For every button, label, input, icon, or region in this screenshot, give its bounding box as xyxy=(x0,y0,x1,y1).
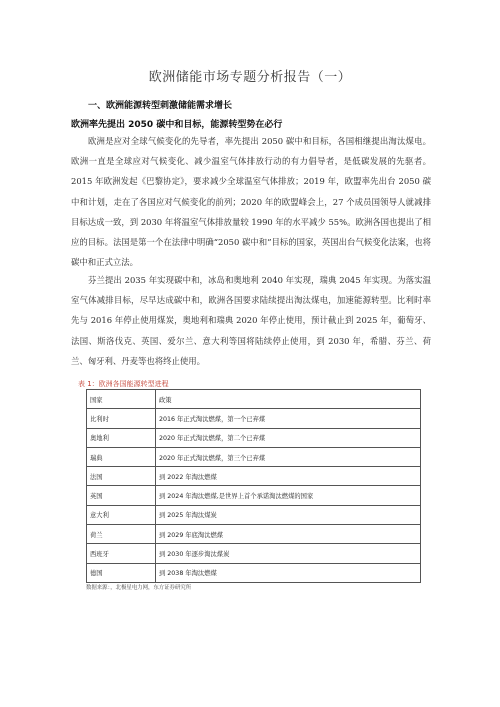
policy-cell: 到 2025 年淘汰煤炭 xyxy=(156,505,421,524)
paragraph: 欧洲是应对全球气候变化的先导者，率先提出 2050 碳中和目标，各国相继提出淘汰煤电。欧洲一直是全球应对气候变化、减少温室气体排放行动的有力倡导者，是低碳发展的先驱者。2015 年欧洲发起《巴黎协定》，要求减少全球温室气体排放；2019 年，欧盟率先出台 2050 碳中和计划，走在了各国应对气候变化的前列；2020 年的欧盟峰会上，27 个成员国领导人就减排目标达成一致，到 2030 年将温室气体排放量较 1990 年的水平减少 55%。欧洲各国也提出了相应的目标。法国是第一个在法律中明确“2050 碳中和”目标的国家，英国出台气候变化法案，也将碳中和正式立法。 xyxy=(71,136,431,268)
country-cell: 意大利 xyxy=(87,505,156,524)
policy-cell: 到 2038 年淘汰燃煤 xyxy=(156,563,421,582)
table-row xyxy=(87,486,421,505)
country-cell: 法国 xyxy=(87,467,156,486)
energy-transition-table xyxy=(86,389,421,583)
table-caption: 表 1：欧洲各国能源转型进程 xyxy=(78,380,169,388)
column-header: 政策 xyxy=(156,390,421,409)
table-row xyxy=(87,563,421,582)
column-header: 国家 xyxy=(87,390,156,409)
policy-cell: 到 2022 年淘汰燃煤 xyxy=(156,467,421,486)
policy-cell: 2020 年正式淘汰燃煤，第二个已弃煤 xyxy=(156,428,421,447)
country-cell: 奥地利 xyxy=(87,428,156,447)
page-title: 欧洲储能市场专题分析报告（一） xyxy=(148,70,352,85)
table-row xyxy=(87,505,421,524)
country-cell: 德国 xyxy=(87,563,156,582)
country-cell: 英国 xyxy=(87,486,156,505)
table-row xyxy=(87,409,421,428)
table-row xyxy=(87,544,421,563)
paragraph: 芬兰提出 2035 年实现碳中和，冰岛和奥地利 2040 年实现，瑞典 2045 年实现。为落实温室气体减排目标，尽早达成碳中和，欧洲各国要求陆续提出淘汰煤电，加速能源转型。比利时率先与 2016 年停止使用煤炭，奥地利和瑞典 2020 年停止使用，预计截止到 2025 年，葡萄牙、法国、斯洛伐克、英国、爱尔兰、意大利等国将陆续停止使用，到 2030 年，希腊、芬兰、荷兰、匈牙利、丹麦等也将终止使用。 xyxy=(71,275,431,366)
table-header-row xyxy=(87,390,421,409)
subsection-heading: 欧洲率先提出 2050 碳中和目标，能源转型势在必行 xyxy=(71,120,283,130)
country-cell: 比利时 xyxy=(87,409,156,428)
policy-cell: 2016 年正式淘汰燃煤，第一个已弃煤 xyxy=(156,409,421,428)
section-heading: 一、欧洲能源转型刺激储能需求增长 xyxy=(88,101,233,111)
table-row xyxy=(87,428,421,447)
country-cell: 荷兰 xyxy=(87,525,156,544)
table-row xyxy=(87,525,421,544)
policy-cell: 到 2030 年逐步淘汰煤炭 xyxy=(156,544,421,563)
country-cell: 西班牙 xyxy=(87,544,156,563)
policy-cell: 2020 年正式淘汰燃煤，第三个已弃煤 xyxy=(156,447,421,466)
table-source-note: 数据来源：，北极星电力网，东方证券研究所 xyxy=(86,585,192,591)
policy-cell: 到 2029 年底淘汰燃煤 xyxy=(156,525,421,544)
country-cell: 瑞典 xyxy=(87,447,156,466)
table-row xyxy=(87,447,421,466)
table-row xyxy=(87,467,421,486)
policy-cell: 到 2024 年淘汰燃煤,是世界上首个承诺淘汰燃煤的国家 xyxy=(156,486,421,505)
